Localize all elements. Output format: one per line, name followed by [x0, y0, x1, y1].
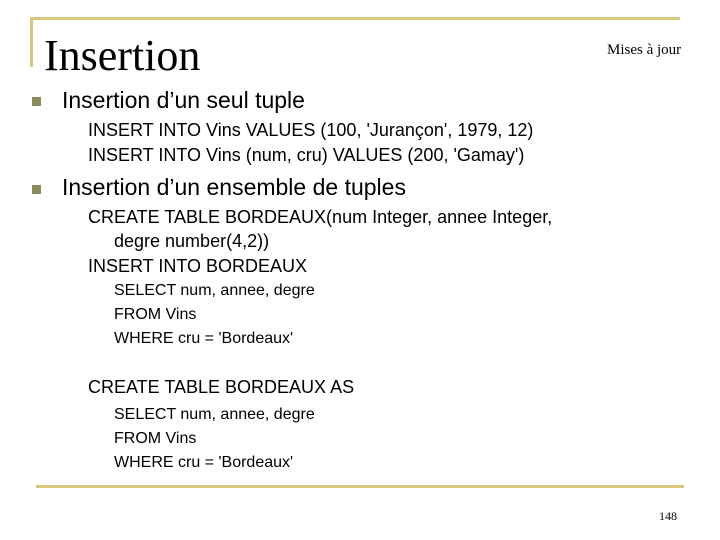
sql-subline: WHERE cru = 'Bordeaux' [114, 330, 294, 347]
bullet-square-icon [32, 97, 41, 106]
sql-subline: SELECT num, annee, degre [114, 406, 315, 423]
frame-top-rule [30, 17, 680, 20]
sql-line: CREATE TABLE BORDEAUX(num Integer, annee Integer, [88, 207, 553, 227]
bullet-heading-single-tuple: Insertion d’un seul tuple [62, 87, 305, 113]
sql-subline: FROM Vins [114, 306, 197, 323]
sql-line: INSERT INTO Vins (num, cru) VALUES (200, 'Gamay') [88, 145, 525, 165]
sql-subline: WHERE cru = 'Bordeaux' [114, 454, 294, 471]
sql-subline: SELECT num, annee, degre [114, 282, 315, 299]
bullet-square-icon [32, 185, 41, 194]
slide-subtitle: Mises à jour [607, 42, 682, 58]
frame-bottom-rule [36, 485, 684, 488]
frame-left-rule [30, 17, 33, 67]
sql-subline: FROM Vins [114, 430, 197, 447]
sql-line: INSERT INTO BORDEAUX [88, 256, 308, 276]
sql-line: CREATE TABLE BORDEAUX AS [88, 377, 355, 397]
sql-line: INSERT INTO Vins VALUES (100, 'Jurançon', 1979, 12) [88, 120, 534, 140]
bullet-heading-tuple-set: Insertion d’un ensemble de tuples [62, 174, 406, 200]
slide-title: Insertion [44, 31, 201, 80]
page-number: 148 [659, 509, 677, 523]
sql-line: degre number(4,2)) [114, 231, 270, 251]
